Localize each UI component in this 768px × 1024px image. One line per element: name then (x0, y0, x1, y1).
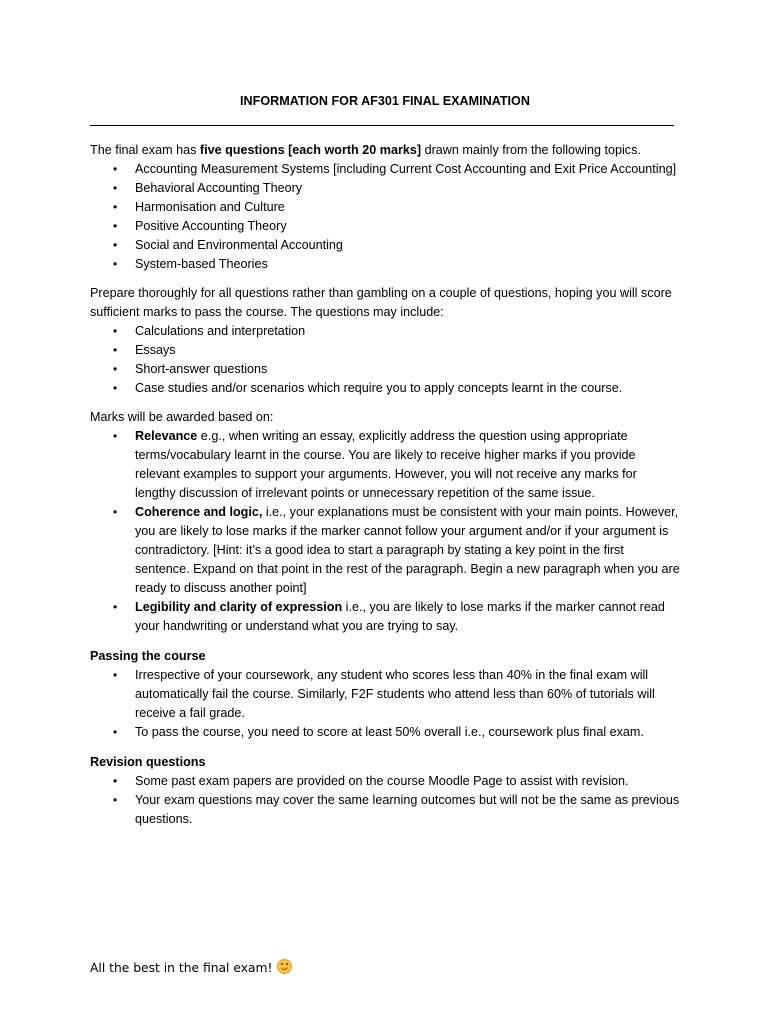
bullet-icon: • (113, 200, 118, 214)
list-item: • Some past exam papers are provided on the course Moodle Page to assist with revision. (90, 772, 680, 791)
list-item: • Irrespective of your coursework, any student who scores less than 40% in the final exam will automatically fail the course. Similarly, F2F students who attend less than 60% of tutorials will receive a fail grade. (113, 668, 655, 720)
smiling-face-icon (277, 959, 292, 974)
bullet-icon: • (113, 343, 118, 357)
intro-prefix: The final exam has (90, 143, 200, 157)
question-types-list (90, 322, 680, 398)
bullet-icon: • (113, 600, 118, 614)
revision-heading: Revision questions (90, 755, 206, 769)
criterion-title: Relevance (135, 429, 198, 443)
list-item: • Short-answer questions (90, 360, 680, 379)
bullet-icon: • (113, 668, 118, 682)
intro-paragraph (90, 141, 680, 160)
criterion-text: i.e., your explanations must be consistent with your main points. However, you are likely to lose marks if the marker cannot follow your argument and/or if your argument is contradictory. [Hint: it’s a good idea to start a paragraph by stating a key point in the first sentence. Expand on that point in the rest of the paragraph. Begin a new paragraph when you are ready to discuss another point] (135, 505, 680, 595)
list-item: • Behavioral Accounting Theory (90, 179, 680, 198)
bullet-icon: • (113, 725, 118, 739)
marks-paragraph: Marks will be awarded based on: (90, 410, 274, 424)
criterion-text: e.g., when writing an essay, explicitly address the question using appropriate terms/vocabulary learnt in the course. You are likely to receive higher marks if you provide relevant examples to support your arguments. However, you will not receive any marks for lengthy discussion of irrelevant points or unnecessary repetition of the same issue. (135, 429, 637, 500)
list-item (90, 503, 680, 598)
criterion-title: Legibility and clarity of expression (135, 600, 343, 614)
bullet-icon: • (113, 362, 118, 376)
list-item: • Harmonisation and Culture (90, 198, 680, 217)
closing-line (90, 959, 292, 978)
list-item: • Positive Accounting Theory (90, 217, 680, 236)
bullet-icon: • (113, 381, 118, 395)
bullet-icon: • (113, 774, 118, 788)
topics-list (90, 160, 680, 274)
list-item: • Accounting Measurement Systems [including Current Cost Accounting and Exit Price Accounting] (90, 160, 680, 179)
passing-list (90, 666, 680, 742)
closing-text: All the best in the final exam! (90, 961, 273, 975)
document-title: INFORMATION FOR AF301 FINAL EXAMINATION (240, 94, 530, 108)
title-divider (90, 125, 674, 126)
revision-list (90, 772, 680, 829)
list-item: • To pass the course, you need to score at least 50% overall i.e., coursework plus final exam. (90, 723, 680, 742)
list-item: • Calculations and interpretation (90, 322, 680, 341)
list-item (90, 598, 680, 636)
passing-heading: Passing the course (90, 649, 206, 663)
bullet-icon: • (113, 429, 118, 443)
bullet-icon: • (113, 219, 118, 233)
marking-criteria-list (90, 427, 680, 636)
prepare-paragraph: Prepare thoroughly for all questions rather than gambling on a couple of questions, hoping you will score sufficient marks to pass the course. The questions may include: (90, 286, 672, 319)
list-item: • Your exam questions may cover the same learning outcomes but will not be the same as previous questions. (113, 793, 680, 826)
intro-bold: five questions [each worth 20 marks] (199, 143, 422, 157)
criterion-title: Coherence and logic, (135, 505, 263, 519)
list-item (90, 427, 680, 503)
intro-suffix: drawn mainly from the following topics. (421, 143, 641, 157)
bullet-icon: • (113, 257, 118, 271)
bullet-icon: • (113, 238, 118, 252)
bullet-icon: • (113, 162, 118, 176)
criterion-text: i.e., you are likely to lose marks if the marker cannot read your handwriting or understand what you are trying to say. (135, 600, 665, 633)
list-item: • Essays (90, 341, 680, 360)
bullet-icon: • (113, 181, 118, 195)
bullet-icon: • (113, 505, 118, 519)
document-body (90, 92, 680, 829)
bullet-icon: • (113, 324, 118, 338)
bullet-icon: • (113, 793, 118, 807)
list-item: • Social and Environmental Accounting (90, 236, 680, 255)
list-item: • System-based Theories (90, 255, 680, 274)
list-item: • Case studies and/or scenarios which require you to apply concepts learnt in the course. (90, 379, 680, 398)
